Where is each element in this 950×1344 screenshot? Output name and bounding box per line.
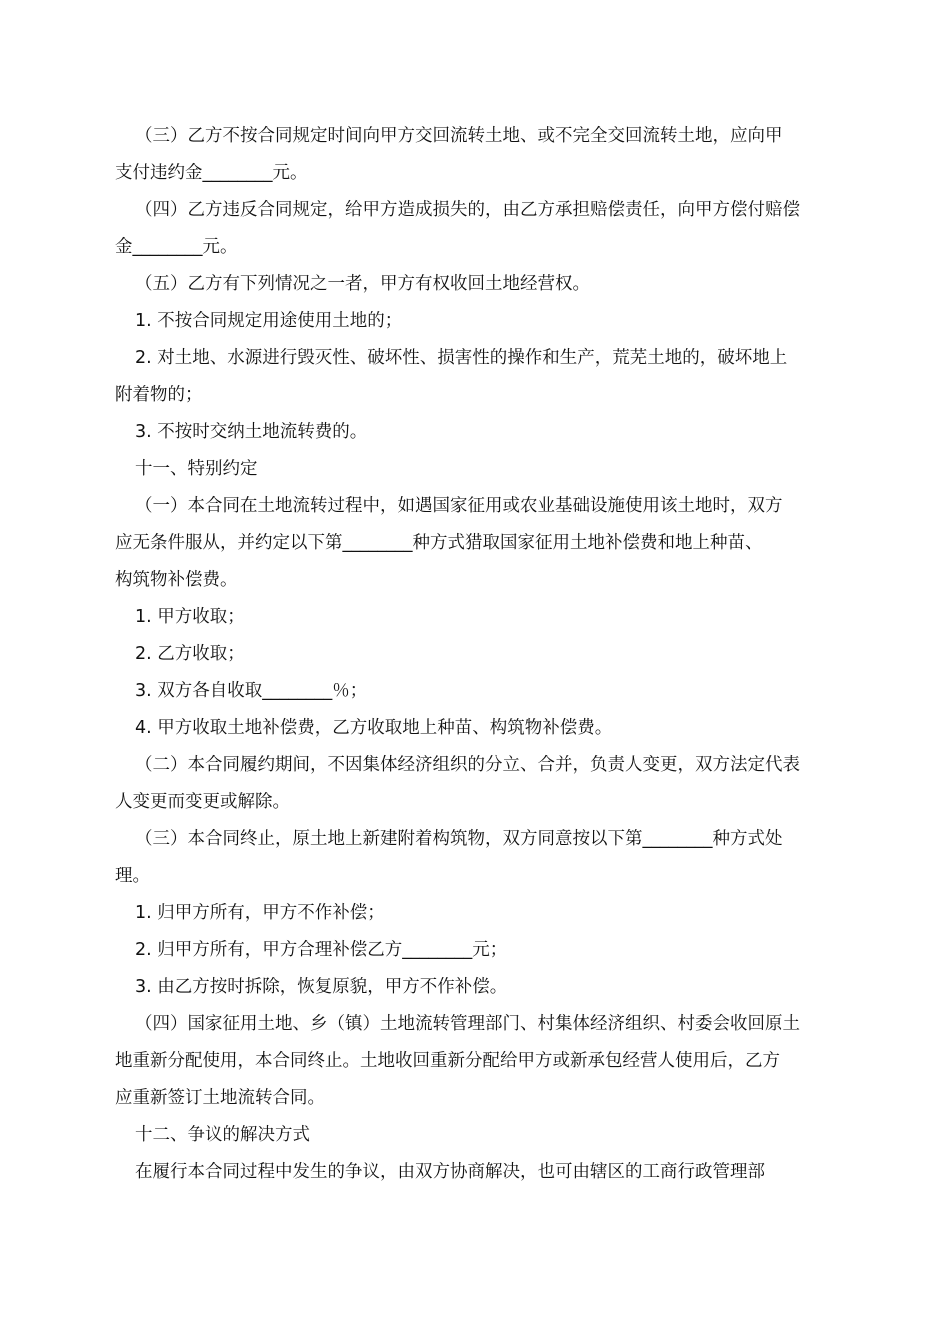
clause-11-3-termination: （三）本合同终止，原土地上新建附着构筑物，双方同意按以下第________种方式处 理。	[115, 829, 783, 886]
list-item: 3. 不按时交纳土地流转费的。	[135, 422, 368, 442]
clause-11-2-continuity: （二）本合同履约期间，不因集体经济组织的分立、合并，负责人变更，双方法定代表 人变更而变更或解除。	[115, 755, 800, 812]
list-item: 2. 对土地、水源进行毁灭性、破坏性、损害性的操作和生产，荒芜土地的，破坏地上 附着物的；	[115, 348, 788, 405]
section-heading-12: 十二、争议的解决方式	[135, 1125, 310, 1145]
clause-5-revocation: （五）乙方有下列情况之一者，甲方有权收回土地经营权。	[135, 274, 590, 294]
clause-11-4-reallocation: （四）国家征用土地、乡（镇）土地流转管理部门、村集体经济组织、村委会收回原土 地重新分配使用，本合同终止。土地收回重新分配给甲方或新承包经营人使用后，乙方 应重新签订土地流转合同。	[115, 1014, 800, 1108]
clause-4-compensation: （四）乙方违反合同规定，给甲方造成损失的，由乙方承担赔偿责任，向甲方偿付赔偿 金________元。	[115, 200, 800, 257]
document-body	[115, 118, 837, 1191]
list-item: 3. 由乙方按时拆除，恢复原貌，甲方不作补偿。	[135, 977, 508, 997]
list-item: 1. 不按合同规定用途使用土地的；	[135, 311, 403, 331]
clause-3-penalty: （三）乙方不按合同规定时间向甲方交回流转土地、或不完全交回流转土地，应向甲 支付违约金________元。	[115, 126, 783, 183]
list-item: 1. 甲方收取；	[135, 607, 245, 627]
section-heading-11: 十一、特别约定	[135, 459, 258, 479]
list-item: 2. 乙方收取；	[135, 644, 245, 664]
list-item: 2. 归甲方所有，甲方合理补偿乙方________元；	[135, 940, 508, 960]
clause-12-dispute: 在履行本合同过程中发生的争议，由双方协商解决，也可由辖区的工商行政管理部	[135, 1162, 765, 1182]
clause-11-1-expropriation: （一）本合同在土地流转过程中，如遇国家征用或农业基础设施使用该土地时，双方 应无条件服从，并约定以下第________种方式猎取国家征用土地补偿费和地上种苗、 构筑物补偿费。	[115, 496, 783, 590]
list-item: 4. 甲方收取土地补偿费，乙方收取地上种苗、构筑物补偿费。	[135, 718, 613, 738]
list-item: 1. 归甲方所有，甲方不作补偿；	[135, 903, 385, 923]
list-item: 3. 双方各自收取________％；	[135, 681, 368, 701]
